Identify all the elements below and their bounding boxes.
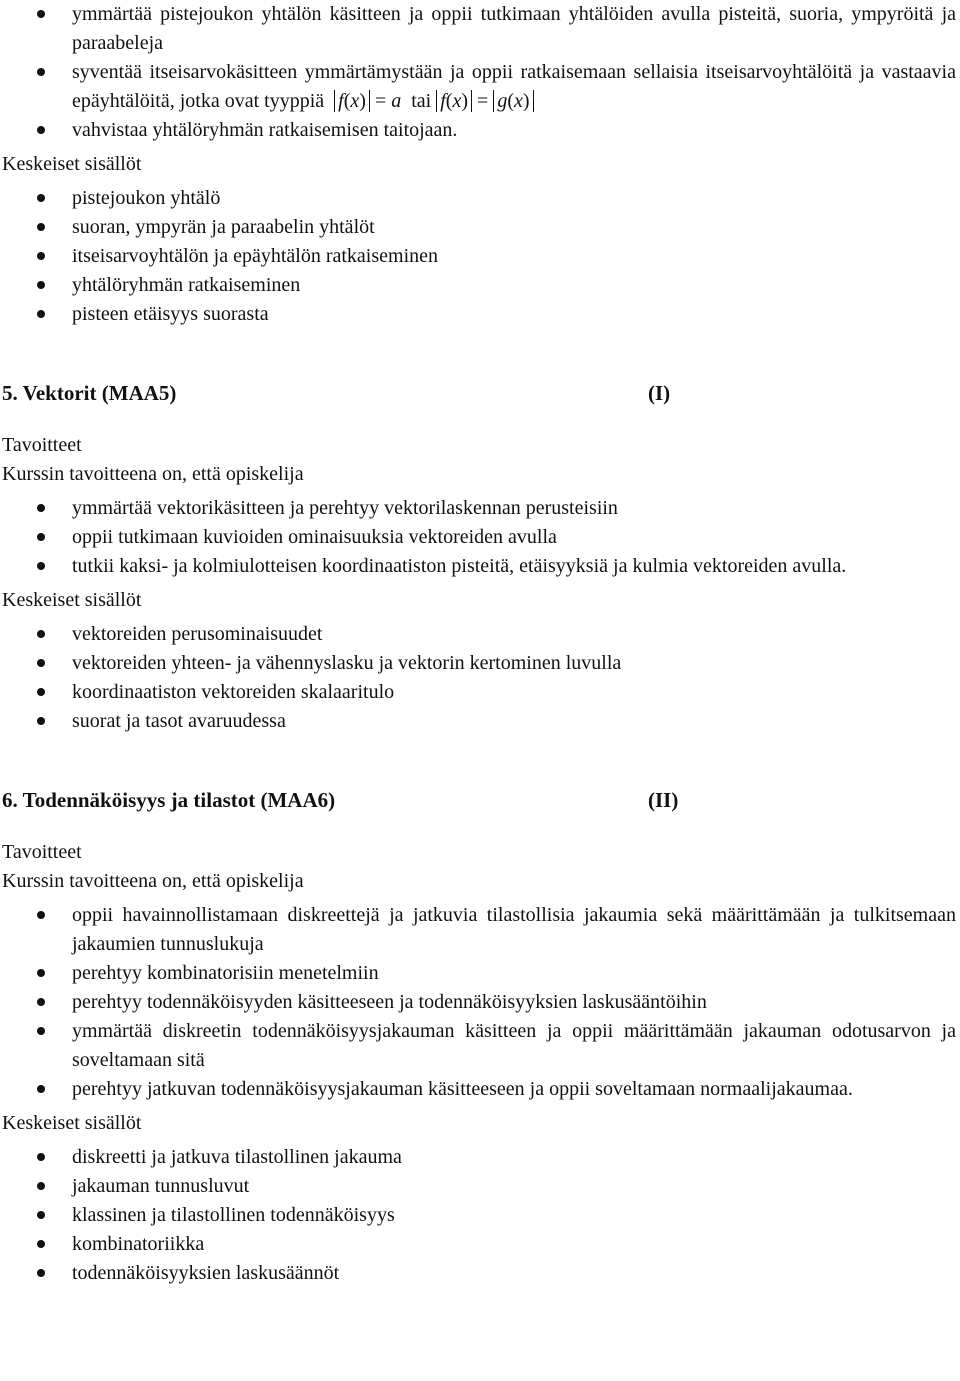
list-item: ymmärtää diskreetin todennäköisyysjakauman käsitteen ja oppii määrittämään jakauman odotusarvon ja soveltamaan sitä [0, 1017, 960, 1075]
section6-contents-list [0, 1143, 960, 1288]
absolute-value-equation: f(x) = a tai f(x) = g(x) [334, 90, 533, 112]
list-item: kombinatoriikka [0, 1230, 960, 1259]
intro-goals-list [0, 0, 960, 145]
bullet-icon [37, 533, 45, 541]
section6-title: 6. Todennäköisyys ja tilastot (MAA6) (II) [0, 786, 960, 815]
bullet-icon [37, 969, 45, 977]
bullet-icon [37, 10, 45, 18]
list-item: yhtälöryhmän ratkaiseminen [0, 271, 960, 300]
list-item: suorat ja tasot avaruudessa [0, 707, 960, 736]
bullet-icon [37, 1153, 45, 1161]
bullet-icon [37, 1085, 45, 1093]
section5-level: (I) [648, 381, 671, 405]
list-item: vektoreiden perusominaisuudet [0, 620, 960, 649]
bullet-icon [37, 998, 45, 1006]
bullet-icon [37, 1269, 45, 1277]
bullet-icon [37, 504, 45, 512]
bullet-icon [37, 659, 45, 667]
section5-goals-intro: Kurssin tavoitteena on, että opiskelija [2, 463, 304, 485]
list-item: syventää itseisarvokäsitteen ymmärtämystään ja oppii ratkaisemaan sellaisia itseisarvoyhtälöitä ja vastaavia epäyhtälöitä, jotka ovat tyyppiä f(x) = a tai f(x) = g(x) [0, 58, 960, 116]
list-item: klassinen ja tilastollinen todennäköisyys [0, 1201, 960, 1230]
bullet-icon [37, 688, 45, 696]
section5-contents-heading: Keskeiset sisällöt [2, 589, 142, 611]
bullet-icon [37, 911, 45, 919]
section6-goals-list [0, 901, 960, 1104]
bullet-icon [37, 194, 45, 202]
section5-goals-heading: Tavoitteet [2, 434, 82, 456]
list-item: perehtyy kombinatorisiin menetelmiin [0, 959, 960, 988]
list-item: pistejoukon yhtälö [0, 184, 960, 213]
list-item: vektoreiden yhteen- ja vähennyslasku ja vektorin kertominen luvulla [0, 649, 960, 678]
list-item: perehtyy jatkuvan todennäköisyysjakauman käsitteeseen ja oppii soveltamaan normaalijakaumaa. [0, 1075, 960, 1104]
bullet-icon [37, 126, 45, 134]
list-item: oppii tutkimaan kuvioiden ominaisuuksia vektoreiden avulla [0, 523, 960, 552]
list-item: ymmärtää pistejoukon yhtälön käsitteen ja oppii tutkimaan yhtälöiden avulla pisteitä, suoria, ympyröitä ja paraabeleja [0, 0, 960, 58]
list-item: koordinaatiston vektoreiden skalaaritulo [0, 678, 960, 707]
section6-goals-heading: Tavoitteet [2, 841, 82, 863]
bullet-icon [37, 281, 45, 289]
list-item: itseisarvoyhtälön ja epäyhtälön ratkaiseminen [0, 242, 960, 271]
bullet-icon [37, 1182, 45, 1190]
list-item: vahvistaa yhtälöryhmän ratkaisemisen taitojaan. [0, 116, 960, 145]
bullet-icon [37, 1240, 45, 1248]
bullet-icon [37, 1027, 45, 1035]
list-item: todennäköisyyksien laskusäännöt [0, 1259, 960, 1288]
bullet-icon [37, 310, 45, 318]
list-item: ymmärtää vektorikäsitteen ja perehtyy vektorilaskennan perusteisiin [0, 494, 960, 523]
list-item: diskreetti ja jatkuva tilastollinen jakauma [0, 1143, 960, 1172]
section5-goals-list [0, 494, 960, 581]
list-item: tutkii kaksi- ja kolmiulotteisen koordinaatiston pisteitä, etäisyyksiä ja kulmia vektoreiden avulla. [0, 552, 960, 581]
bullet-icon [37, 630, 45, 638]
bullet-icon [37, 68, 45, 76]
bullet-icon [37, 717, 45, 725]
bullet-icon [37, 1211, 45, 1219]
list-item: pisteen etäisyys suorasta [0, 300, 960, 329]
bullet-icon [37, 252, 45, 260]
section6-contents-heading: Keskeiset sisällöt [2, 1112, 142, 1134]
list-item: oppii havainnollistamaan diskreettejä ja jatkuvia tilastollisia jakaumia sekä määrittämään ja tulkitsemaan jakaumien tunnuslukuja [0, 901, 960, 959]
section5-title: 5. Vektorit (MAA5) (I) [0, 379, 960, 408]
section4-contents-list [0, 184, 960, 329]
list-item: suoran, ympyrän ja paraabelin yhtälöt [0, 213, 960, 242]
section4-contents-heading: Keskeiset sisällöt [2, 153, 142, 175]
section6-level: (II) [648, 788, 679, 812]
bullet-icon [37, 562, 45, 570]
list-item: perehtyy todennäköisyyden käsitteeseen ja todennäköisyyksien laskusääntöihin [0, 988, 960, 1017]
section6-goals-intro: Kurssin tavoitteena on, että opiskelija [2, 870, 304, 892]
list-item: jakauman tunnusluvut [0, 1172, 960, 1201]
section5-contents-list [0, 620, 960, 736]
bullet-icon [37, 223, 45, 231]
